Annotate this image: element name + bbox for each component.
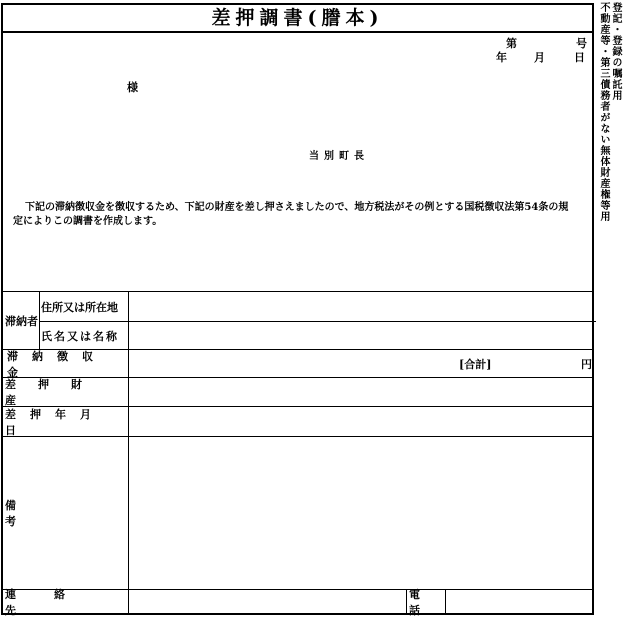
go-label: 号	[576, 37, 587, 50]
hi-label: 日	[574, 51, 585, 64]
document-number	[496, 35, 586, 65]
taxpayer-label: 滞納者	[5, 314, 38, 328]
delinquent-row	[3, 349, 592, 377]
side-label-col1: 登記・登録の嘱託用	[610, 2, 621, 101]
remarks-label: 備考	[5, 499, 118, 528]
seized-property-label: 差押財産	[5, 378, 104, 407]
addressee-suffix: 様	[127, 81, 138, 94]
document-frame	[1, 3, 594, 615]
side-label	[597, 0, 624, 270]
seizure-date-row	[3, 406, 592, 436]
address-label: 住所又は所在地	[41, 300, 118, 314]
delinquent-label: 滞納徴収金	[7, 349, 107, 379]
header-section	[3, 33, 592, 293]
seizure-date-label: 差押年月日	[5, 407, 105, 437]
page-title: 差押調書(謄本)	[3, 5, 592, 33]
taxpayer-block	[3, 291, 592, 349]
dai-label: 第	[506, 37, 517, 50]
total-label: [合計]	[459, 357, 492, 371]
phone-label: 電話	[409, 587, 428, 617]
remarks-row	[3, 436, 592, 589]
contact-label: 連絡先	[5, 587, 103, 617]
address-field[interactable]	[129, 292, 594, 321]
contact-row	[3, 587, 592, 617]
issuer: 当別町長	[309, 151, 369, 162]
side-label-col2: 不動産等・第三債務者がない無体財産権等用	[598, 2, 609, 222]
seized-property-row	[3, 377, 592, 406]
body-text: 下記の滞納徴収金を徴収するため、下記の財産を差し押さえましたので、地方税法がその例とする国税徴収法第54条の規定によりこの調書を作成します。	[13, 202, 569, 227]
yen-label: 円	[581, 357, 592, 371]
name-label: 氏名又は名称	[41, 329, 119, 343]
name-field[interactable]	[129, 321, 594, 350]
tsuki-label: 月	[534, 51, 545, 64]
nen-label: 年	[496, 51, 507, 64]
